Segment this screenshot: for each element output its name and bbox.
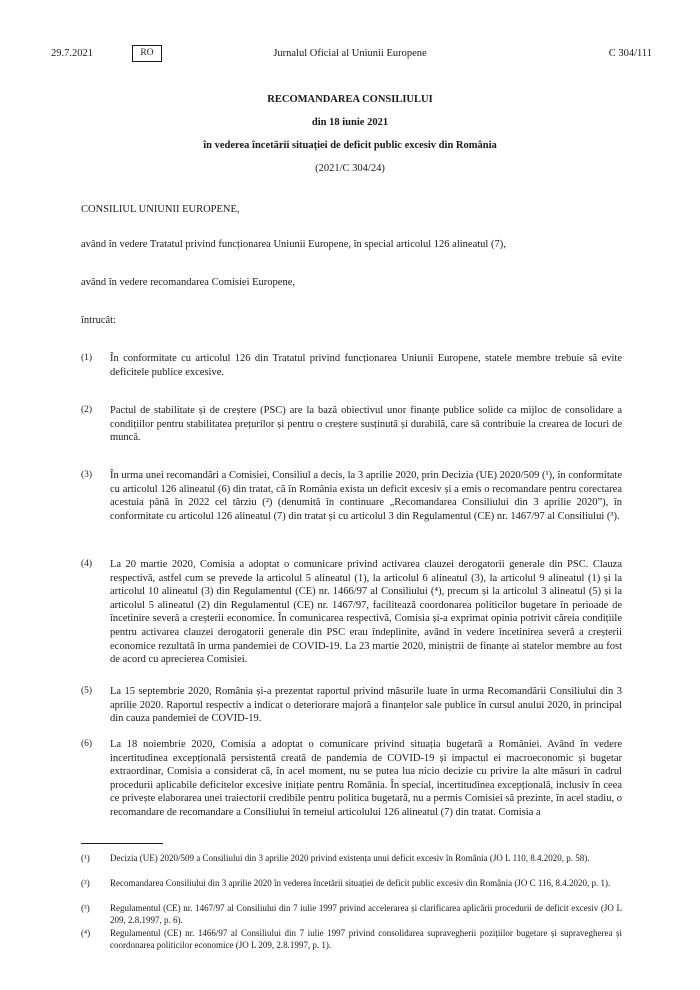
recital-number: (1)	[81, 353, 93, 363]
document-date: din 18 iunie 2021	[311, 117, 389, 128]
footnote-item	[81, 852, 622, 864]
recital-item	[81, 352, 622, 379]
footnote-text: Decizia (UE) 2020/509 a Consiliului din 3 aprilie 2020 privind existența unui deficit excesiv în România (JO L 110, 8.4.2020, p. 58).	[110, 853, 590, 863]
recital-number: (5)	[81, 686, 93, 696]
document-reference: (2021/C 304/24)	[315, 163, 385, 174]
recital-text: La 18 noiembrie 2020, Comisia a adoptat o comunicare privind situația bugetară a României. Având în vedere incertitudinea excepțională persistentă creată de pandemia de COVID-19 și impactul ei macroeconomic și bugetar extraordinar, Comisia a considerat că, în acel moment, nu se putea lua nicio decizie cu privire la alte măsuri în cadrul procedurii aplicabile deficitelor excesive inițiate pentru România. În special, incertitudinea excepțională, inclusiv în ceea ce privește elaborarea unei traiectorii credibile pentru politica bugetară, nu a permis Comisiei să prezinte, în acel stadiu, o recomandare de recomandare a Consiliului în temeiul articolului 126 alineatul (7) din tratat. Comisia a	[110, 739, 622, 818]
footnote-text: Regulamentul (CE) nr. 1466/97 al Consiliului din 7 iulie 1997 privind consolidarea supravegherii pozițiilor bugetare și supravegherea și coordonarea politicilor economice (JO L 209, 2.8.1997, p. 1).	[110, 928, 622, 951]
footnote-number: (³)	[81, 903, 90, 913]
journal-title: Jurnalul Oficial al Uniunii Europene	[273, 48, 427, 59]
document-title: RECOMANDAREA CONSILIULUI	[267, 94, 433, 105]
recital-text: În conformitate cu articolul 126 din Tratatul privind funcționarea Uniunii Europene, statele membre trebuie să evite deficitele publice excesive.	[110, 353, 622, 378]
recital-item	[81, 558, 622, 667]
recital-text: Pactul de stabilitate și de creștere (PSC) are la bază obiectivul unor finanțe publice solide ca mijloc de consolidare a condițiilor pentru stabilitatea prețurilor și pentru o creștere susținută și durabilă, care să contribuie la crearea de locuri de muncă.	[110, 405, 622, 444]
recital-text: În urma unei recomandări a Comisiei, Consiliul a decis, la 3 aprilie 2020, prin Decizia (UE) 2020/509 (¹), în conformitate cu articolul 126 alineatul (6) din tratat, că în România exista un deficit excesiv și a emis o recomandare pentru corectarea acestuia până în 2022 cel târziu (²) (denumită în continuare „Recomandarea Consiliului din 3 aprilie 2020”), în conformitate cu articolul 126 alineatul (7) din tratat și cu articolul 3 din Regulamentul (CE) nr. 1467/97 al Consiliului (³).	[110, 470, 622, 522]
footnote-separator	[81, 843, 163, 844]
footnote-text: Regulamentul (CE) nr. 1467/97 al Consiliului din 7 iulie 1997 privind accelerarea și clarificarea aplicării procedurii de deficit excesiv (JO L 209, 2.8.1997, p. 6).	[110, 903, 622, 926]
publication-date: 29.7.2021	[51, 48, 93, 59]
recital-item	[81, 404, 622, 445]
recital-item	[81, 685, 622, 726]
preamble-commission: având în vedere recomandarea Comisiei Europene,	[81, 277, 295, 288]
footnote-item	[81, 877, 622, 889]
recital-text: La 20 martie 2020, Comisia a adoptat o comunicare privind activarea clauzei derogatorii generale din PSC. Clauza respectivă, astfel cum se prevede la articolul 5 alineatul (1), la articolul 6 alineatul (3), la articolul 9 alineatul (1) și la articolul 10 alineatul (3) din Regulamentul (CE) nr. 1466/97 al Consiliului (⁴), precum și la articolul 3 alineatul (5) și la articolul 5 alineatul (2) din Regulamentul (CE) nr. 1467/97, facilitează coordonarea politicilor bugetare în perioade de încetinire severă a creșterii economice. În comunicarea respectivă, Comisia și-a exprimat opinia potrivit căreia condițiile pentru activarea clauzei derogatorii generale din PSC erau îndeplinite, având în vedere încetinirea severă a creșterii economice rezultată în urma pandemiei de COVID-19. La 23 martie 2020, miniștrii de finanțe ai statelor membre au fost de acord cu aprecierea Comisiei.	[110, 559, 622, 666]
recital-number: (2)	[81, 405, 93, 415]
footnote-item	[81, 902, 622, 927]
footnote-number: (⁴)	[81, 928, 91, 938]
preamble-treaty: având în vedere Tratatul privind funcționarea Uniunii Europene, în special articolul 126 alineatul (7),	[81, 239, 506, 250]
page-reference: C 304/111	[608, 48, 652, 59]
footnote-item	[81, 927, 622, 952]
recital-number: (3)	[81, 470, 93, 480]
language-badge: RO	[132, 45, 162, 62]
recital-number: (6)	[81, 739, 93, 749]
footnote-number: (²)	[81, 878, 90, 888]
preamble-whereas: întrucât:	[81, 315, 116, 326]
recital-number: (4)	[81, 559, 93, 569]
preamble-council: CONSILIUL UNIUNII EUROPENE,	[81, 204, 240, 215]
recital-text: La 15 septembrie 2020, România și-a prezentat raportul privind măsurile luate în urma Recomandării Consiliului din 3 aprilie 2020. Raportul respectiv a indicat o deteriorare majoră a finanțelor sale publice în cursul anului 2020, în principal din cauza pandemiei de COVID-19.	[110, 686, 622, 725]
footnote-number: (¹)	[81, 853, 90, 863]
footnote-text: Recomandarea Consiliului din 3 aprilie 2020 în vederea încetării situației de deficit public excesiv din România (JO C 116, 8.4.2020, p. 1).	[110, 878, 611, 888]
recital-item	[81, 469, 622, 523]
recital-item	[81, 738, 622, 820]
document-subject: în vederea încetării situației de deficit public excesiv din România	[203, 140, 497, 151]
